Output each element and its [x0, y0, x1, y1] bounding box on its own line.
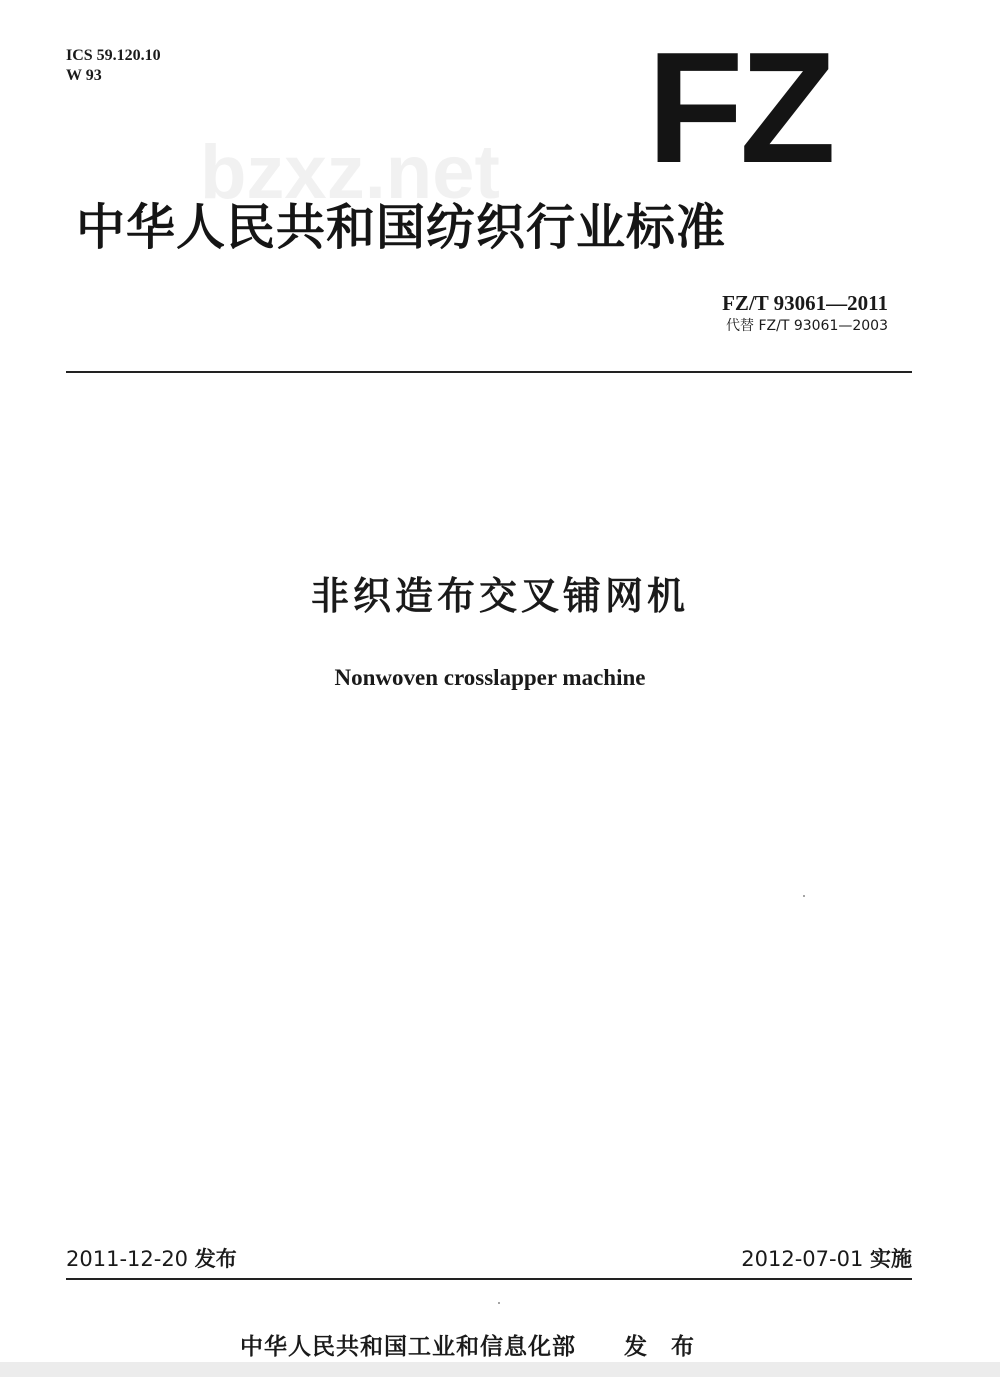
issuer-name: 中华人民共和国工业和信息化部 [240, 1334, 576, 1360]
effective-label: 实施 [870, 1247, 912, 1271]
watermark: bzxz.net [200, 130, 500, 215]
issuer-line [240, 1330, 702, 1364]
issuer-verb: 发 布 [624, 1334, 703, 1360]
standard-number: FZ/T 93061—2011 [722, 291, 888, 315]
ccs-code: W 93 [66, 67, 102, 84]
classification-codes [66, 46, 161, 86]
document-title-cn: 非织造布交叉铺网机 [310, 574, 689, 618]
issue-date-line [66, 1244, 237, 1274]
scan-speck [498, 1302, 500, 1304]
page-bottom-edge [0, 1362, 1000, 1377]
ics-code: ICS 59.120.10 [66, 47, 161, 64]
issue-date: 2011-12-20 [66, 1247, 189, 1271]
document-title-en: Nonwoven crosslapper machine [334, 665, 646, 690]
header-divider [66, 371, 912, 373]
scan-speck [803, 895, 805, 897]
effective-date: 2012-07-01 [741, 1247, 864, 1271]
standard-number-block [722, 290, 888, 336]
issue-label: 发布 [194, 1247, 237, 1271]
organization-title: 中华人民共和国纺织行业标准 [76, 199, 727, 256]
effective-date-line [741, 1244, 912, 1274]
replaces-standard: 代替 FZ/T 93061—2003 [726, 318, 888, 334]
footer-divider [66, 1278, 912, 1280]
standard-logo: FZ [647, 20, 833, 196]
